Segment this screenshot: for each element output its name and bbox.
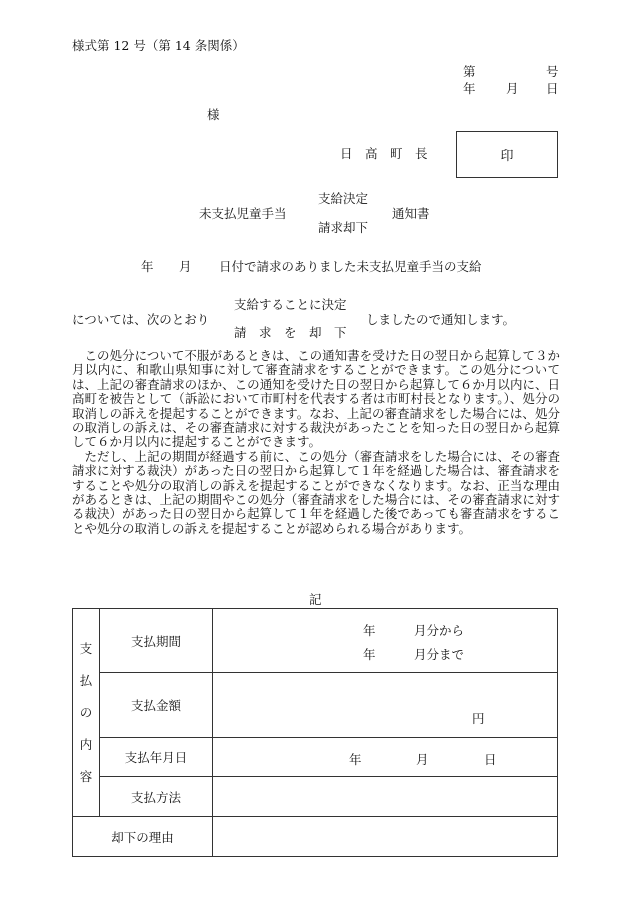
title-option-top: 支給決定 [318,191,369,206]
record-heading: 記 [309,592,322,607]
seal-mark: 印 [500,149,514,164]
intro-year: 年 [141,259,154,274]
appeal-notice [72,349,560,536]
payment-detail-table [72,608,558,857]
title-prefix: 未支払児童手当 [199,206,287,221]
amount-label: 支払金額 [100,673,213,738]
title-suffix: 通知書 [392,206,430,221]
intro-line2-prefix: については、次のとおり [72,312,210,327]
seal-box [456,131,558,178]
addressee-honorific: 様 [207,107,220,122]
pay-date-value: 年 月 日 [213,738,558,777]
date-day-label: 日 [546,81,559,96]
intro-line2-suffix: しましたので通知します。 [366,312,516,327]
intro-line1: 日付で請求のありました未支払児童手当の支給 [219,259,482,274]
rejection-reason-label: 却下の理由 [73,817,213,857]
number-label-go: 号 [546,64,559,79]
form-number: 様式第 12 号（第 14 条関係） [72,38,245,53]
intro-option-bottom: 請 求 を 却 下 [234,325,347,340]
period-value: 年 月分から 年 月分まで [213,609,558,673]
period-label: 支払期間 [100,609,213,673]
intro-month: 月 [179,259,192,274]
date-year-label: 年 [463,81,476,96]
appeal-paragraph-1: この処分について不服があるときは、この通知書を受けた日の翌日から起算して３か月以内に、和歌山県知事に対して審査請求をすることができます。この処分については、上記の審査請求のほか、この通知を受けた日の翌日から起算して６か月以内に、日高町を被告として（訴訟において市町村を代表する者は市町村長となります。）、処分の取消しの訴えを提起することができます。なお、上記の審査請求をした場合には、処分の取消しの訴えは、その審査請求に対する裁決があったことを知った日の翌日から起算して６か月以内に提起することができます。 [72,348,560,450]
pay-method-label: 支払方法 [100,777,213,817]
number-label-dai: 第 [463,64,476,79]
amount-value: 円 [213,673,558,738]
title-option-bottom: 請求却下 [318,220,369,235]
appeal-paragraph-2: ただし、上記の期間が経過する前に、この処分（審査請求をした場合には、その審査請求に対する裁決）があった日の翌日から起算して１年を経過した場合は、審査請求をすることや処分の取消しの訴えを提起することができなくなります。なお、正当な理由があるときは、上記の期間やこの処分（審査請求をした場合には、その審査請求に対する裁決）があった日の翌日から起算して１年を経過した後であっても審査請求をすることや処分の取消しの訴えを提起することが認められる場合があります。 [72,448,560,536]
date-month-label: 月 [506,81,519,96]
intro-option-top: 支給することに決定 [234,297,347,312]
payment-contents-side-label: 支 払 の 内 容 [73,609,100,817]
rejection-reason-value [213,817,558,857]
issuer-name: 日 高 町 長 [340,146,428,161]
pay-method-value [213,777,558,817]
pay-date-label: 支払年月日 [100,738,213,777]
